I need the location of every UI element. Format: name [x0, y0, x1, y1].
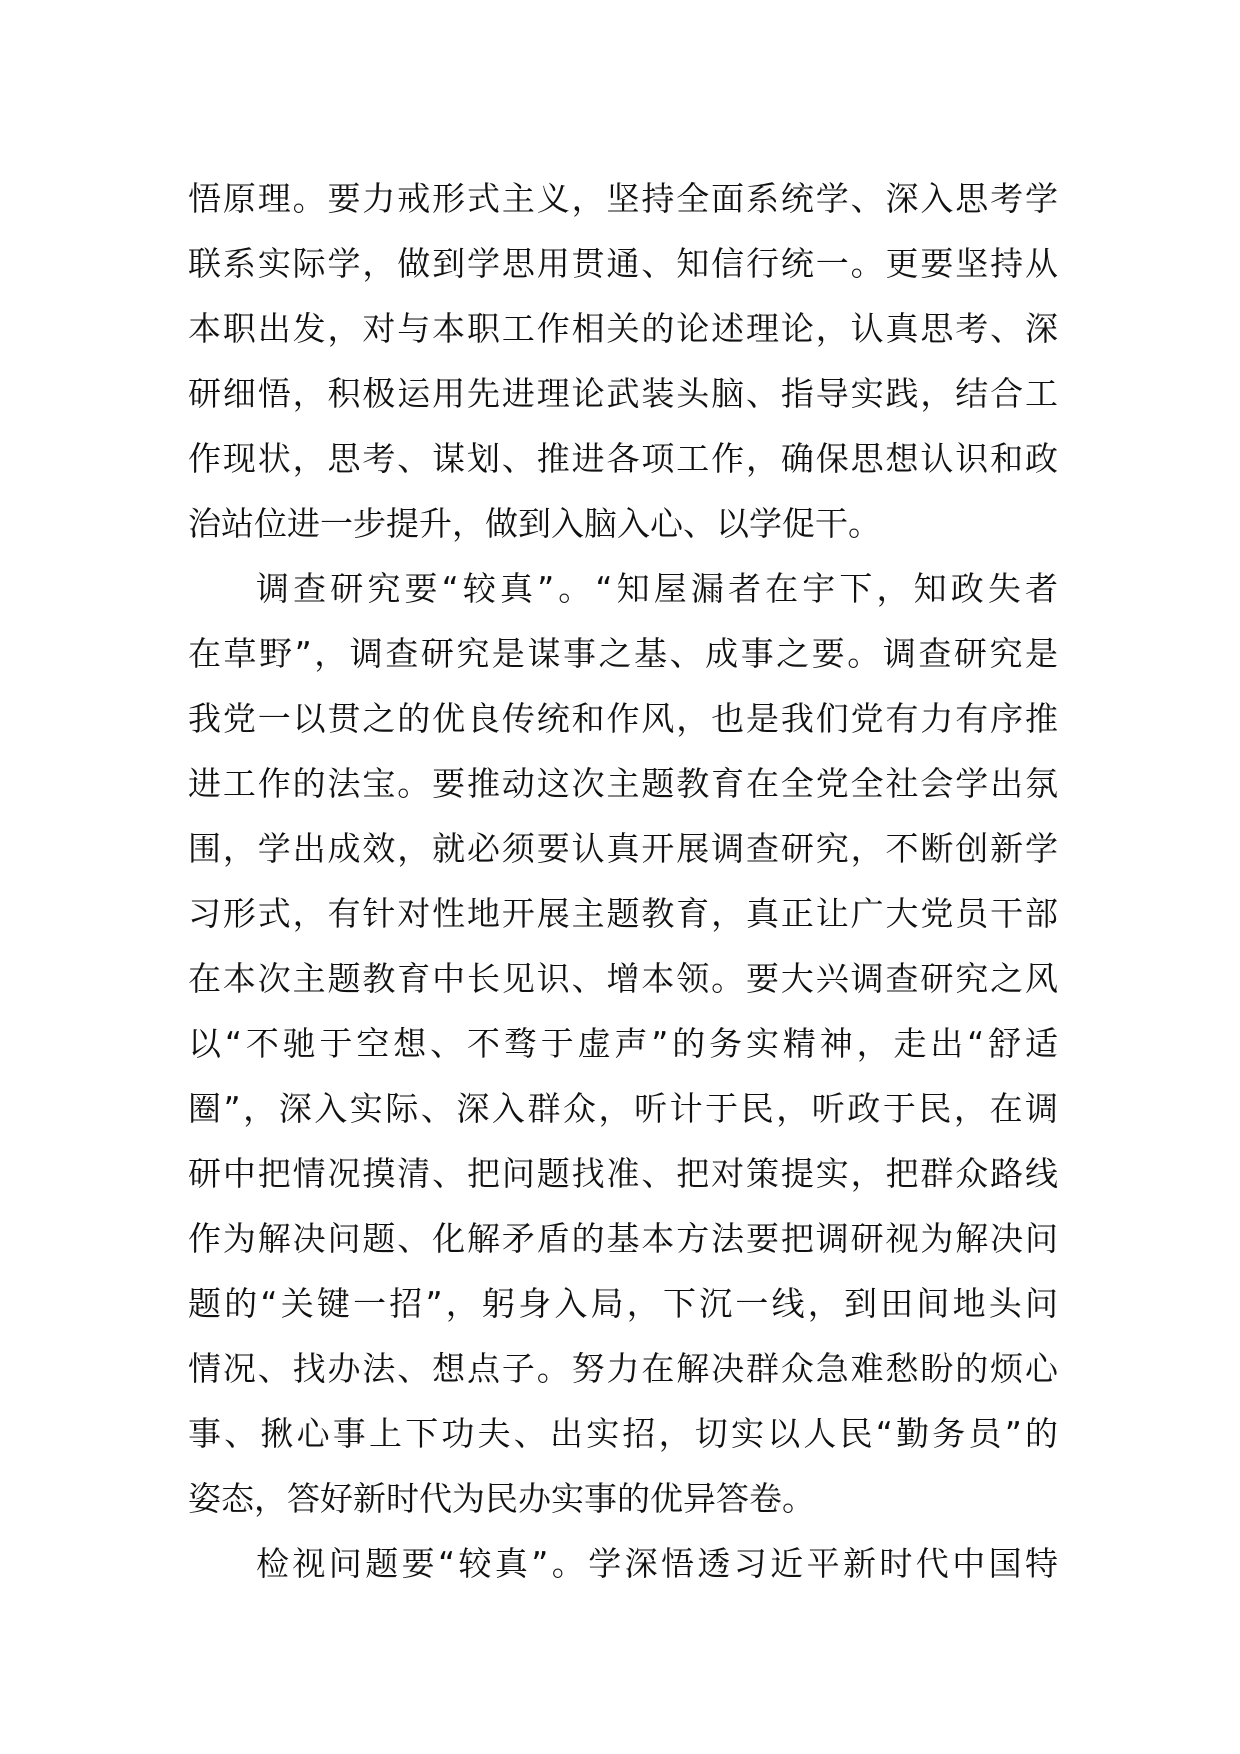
text-line: 联系实际学，做到学思用贯通、知信行统一。更要坚持从	[188, 244, 1058, 283]
text-line: 作为解决问题、化解矛盾的基本方法要把调研视为解决问	[188, 1219, 1058, 1258]
text-line: 圈”，深入实际、深入群众，听计于民，听政于民，在调	[188, 1089, 1058, 1128]
text-line: 进工作的法宝。要推动这次主题教育在全党全社会学出氛	[188, 764, 1058, 803]
text-line: 姿态，答好新时代为民办实事的优异答卷。	[188, 1479, 815, 1518]
text-line: 习形式，有针对性地开展主题教育，真正让广大党员干部	[188, 894, 1058, 933]
text-line: 治站位进一步提升，做到入脑入心、以学促干。	[188, 504, 881, 543]
text-line: 我党一以贯之的优良传统和作风，也是我们党有力有序推	[188, 699, 1058, 738]
text-line: 情况、找办法、想点子。努力在解决群众急难愁盼的烦心	[188, 1349, 1058, 1388]
paragraph	[188, 1531, 1058, 1596]
text-line: 调查研究要“较真”。“知屋漏者在宇下，知政失者	[256, 569, 1058, 608]
text-line: 题的“关键一招”，躬身入局，下沉一线，到田间地头问	[188, 1284, 1058, 1323]
text-line: 作现状，思考、谋划、推进各项工作，确保思想认识和政	[188, 439, 1058, 478]
text-line: 研中把情况摸清、把问题找准、把对策提实，把群众路线	[188, 1154, 1058, 1193]
text-line: 在本次主题教育中长见识、增本领。要大兴调查研究之风	[188, 959, 1058, 998]
text-line: 检视问题要“较真”。学深悟透习近平新时代中国特	[256, 1544, 1058, 1583]
text-line: 以“不驰于空想、不骛于虚声”的务实精神，走出“舒适	[188, 1024, 1058, 1063]
paragraph	[188, 556, 1058, 1531]
paragraph	[188, 166, 1058, 556]
text-line: 在草野”，调查研究是谋事之基、成事之要。调查研究是	[188, 634, 1058, 673]
text-line: 研细悟，积极运用先进理论武装头脑、指导实践，结合工	[188, 374, 1058, 413]
text-line: 本职出发，对与本职工作相关的论述理论，认真思考、深	[188, 309, 1058, 348]
body-text	[188, 166, 1058, 1596]
text-line: 围，学出成效，就必须要认真开展调查研究，不断创新学	[188, 829, 1058, 868]
text-line: 悟原理。要力戒形式主义，坚持全面系统学、深入思考学	[188, 179, 1058, 218]
text-line: 事、揪心事上下功夫、出实招，切实以人民“勤务员”的	[188, 1414, 1058, 1453]
